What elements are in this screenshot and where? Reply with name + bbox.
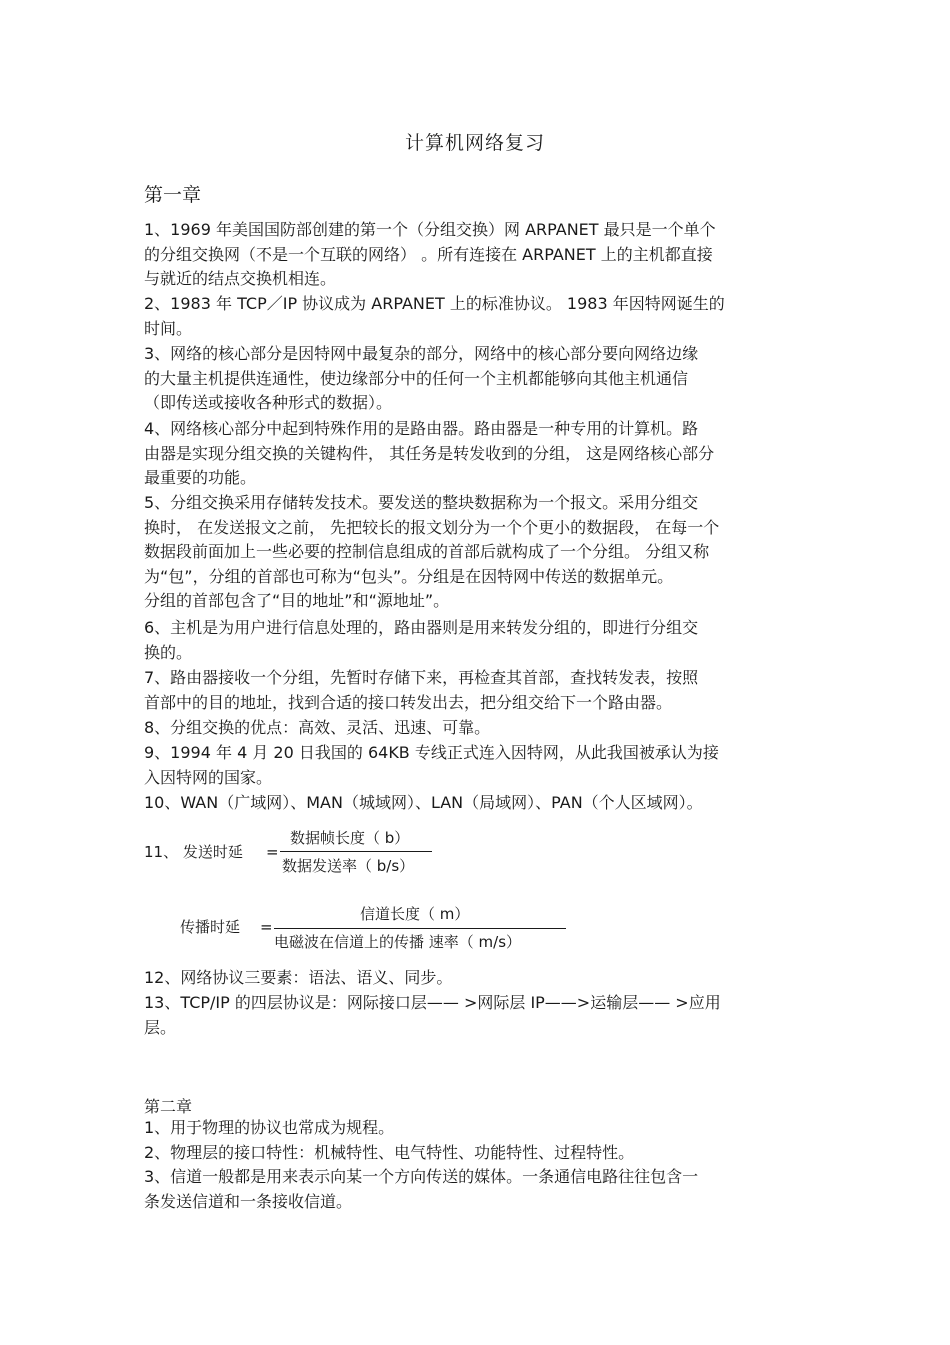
formula-label: 11、 发送时延 [144, 843, 243, 861]
text-line: 8、分组交换的优点：高效、灵活、迅速、可靠。 [144, 718, 491, 737]
text-line: 最重要的功能。 [144, 468, 257, 487]
ch1-item-10 [144, 791, 812, 816]
propagation-delay-formula [180, 900, 580, 956]
text-line: 2、物理层的接口特性：机械特性、电气特性、功能特性、过程特性。 [144, 1143, 635, 1162]
ch1-item-6 [144, 616, 812, 665]
chapter-1-heading: 第一章 [144, 184, 202, 206]
fraction-bar [280, 851, 432, 852]
text-line: 换时， 在发送报文之前， 先把较长的报文划分为一个个更小的数据段， 在每一个 [144, 517, 720, 537]
text-line: 分组的首部包含了“目的地址”和“源地址”。 [144, 591, 450, 610]
text-line: 的分组交换网（不是一个互联的网络） 。所有连接在 ARPANET 上的主机都直接 [144, 244, 713, 264]
text-line: 5、分组交换采用存储转发技术。要发送的整块数据称为一个报文。采用分组交 [144, 493, 699, 512]
formula-numerator: 数据帧长度（ b） [290, 829, 410, 847]
text-line: 1、1969 年美国国防部创建的第一个（分组交换）网 ARPANET 最只是一个单个 [144, 220, 716, 239]
equals-sign: = [266, 843, 279, 861]
text-line: 入因特网的国家。 [144, 767, 273, 787]
text-line: 9、1994 年 4 月 20 日我国的 64KB 专线正式连入因特网，从此我国被承认为接 [144, 743, 719, 762]
document-title: 计算机网络复习 [404, 132, 545, 154]
text-line: 时间。 [144, 318, 193, 338]
ch2-item-1 [144, 1116, 812, 1141]
ch1-item-2 [144, 292, 812, 341]
text-line: 4、网络核心部分中起到特殊作用的是路由器。路由器是一种专用的计算机。路 [144, 419, 699, 438]
formula-numerator: 信道长度（ m） [360, 905, 470, 923]
ch1-item-12 [144, 966, 812, 991]
formula-denominator: 数据发送率（ b/s） [282, 857, 415, 875]
text-line: 为“包”，分组的首部也可称为“包头”。分组是在因特网中传送的数据单元。 [144, 566, 674, 586]
text-line: 条发送信道和一条接收信道。 [144, 1191, 353, 1211]
text-line: 与就近的结点交换机相连。 [144, 269, 337, 288]
ch2-item-3 [144, 1165, 812, 1214]
ch1-item-4 [144, 417, 812, 491]
text-line: 7、路由器接收一个分组，先暂时存储下来，再检查其首部，查找转发表，按照 [144, 668, 699, 687]
text-line: （即传送或接收各种形式的数据）。 [144, 393, 393, 412]
text-line: 13、TCP/IP 的四层协议是：网际接口层—— >网际层 IP——>运输层—— >应用 [144, 993, 721, 1012]
text-line: 12、网络协议三要素：语法、语义、同步。 [144, 968, 453, 987]
text-line: 3、信道一般都是用来表示向某一个方向传送的媒体。一条通信电路往往包含一 [144, 1167, 699, 1186]
ch1-item-13 [144, 991, 812, 1040]
ch1-item-7 [144, 666, 812, 715]
text-line: 的大量主机提供连通性，使边缘部分中的任何一个主机都能够向其他主机通信 [144, 368, 689, 388]
text-line: 由器是实现分组交换的关键构件， 其任务是转发收到的分组， 这是网络核心部分 [144, 443, 715, 463]
text-line: 3、网络的核心部分是因特网中最复杂的部分，网络中的核心部分要向网络边缘 [144, 344, 699, 363]
text-line: 首部中的目的地址，找到合适的接口转发出去，把分组交给下一个路由器。 [144, 692, 673, 712]
text-line: 数据段前面加上一些必要的控制信息组成的首部后就构成了一个分组。 分组又称 [144, 542, 710, 561]
text-line: 1、用于物理的协议也常成为规程。 [144, 1118, 395, 1137]
equals-sign: = [260, 918, 273, 936]
text-line: 6、主机是为用户进行信息处理的，路由器则是用来转发分组的，即进行分组交 [144, 618, 699, 637]
text-line: 10、WAN（广域网）、MAN（城域网）、LAN（局域网）、PAN（个人区域网）。 [144, 793, 703, 812]
text-line: 层。 [144, 1017, 177, 1037]
text-line: 换的。 [144, 642, 193, 662]
ch1-item-3 [144, 342, 812, 416]
ch2-item-2 [144, 1141, 812, 1166]
chapter-2-heading: 第二章 [144, 1097, 193, 1116]
formula-label: 传播时延 [180, 918, 241, 936]
transmission-delay-formula [144, 824, 464, 878]
text-line: 2、1983 年 TCP／IP 协议成为 ARPANET 上的标准协议。 1983 年因特网诞生的 [144, 294, 725, 313]
ch1-item-1 [144, 218, 812, 292]
ch1-item-8 [144, 716, 812, 741]
formula-denominator: 电磁波在信道上的传播 速率（ m/s） [274, 933, 522, 951]
fraction-bar [274, 928, 566, 929]
ch1-item-9 [144, 741, 812, 790]
ch1-item-5 [144, 491, 812, 614]
